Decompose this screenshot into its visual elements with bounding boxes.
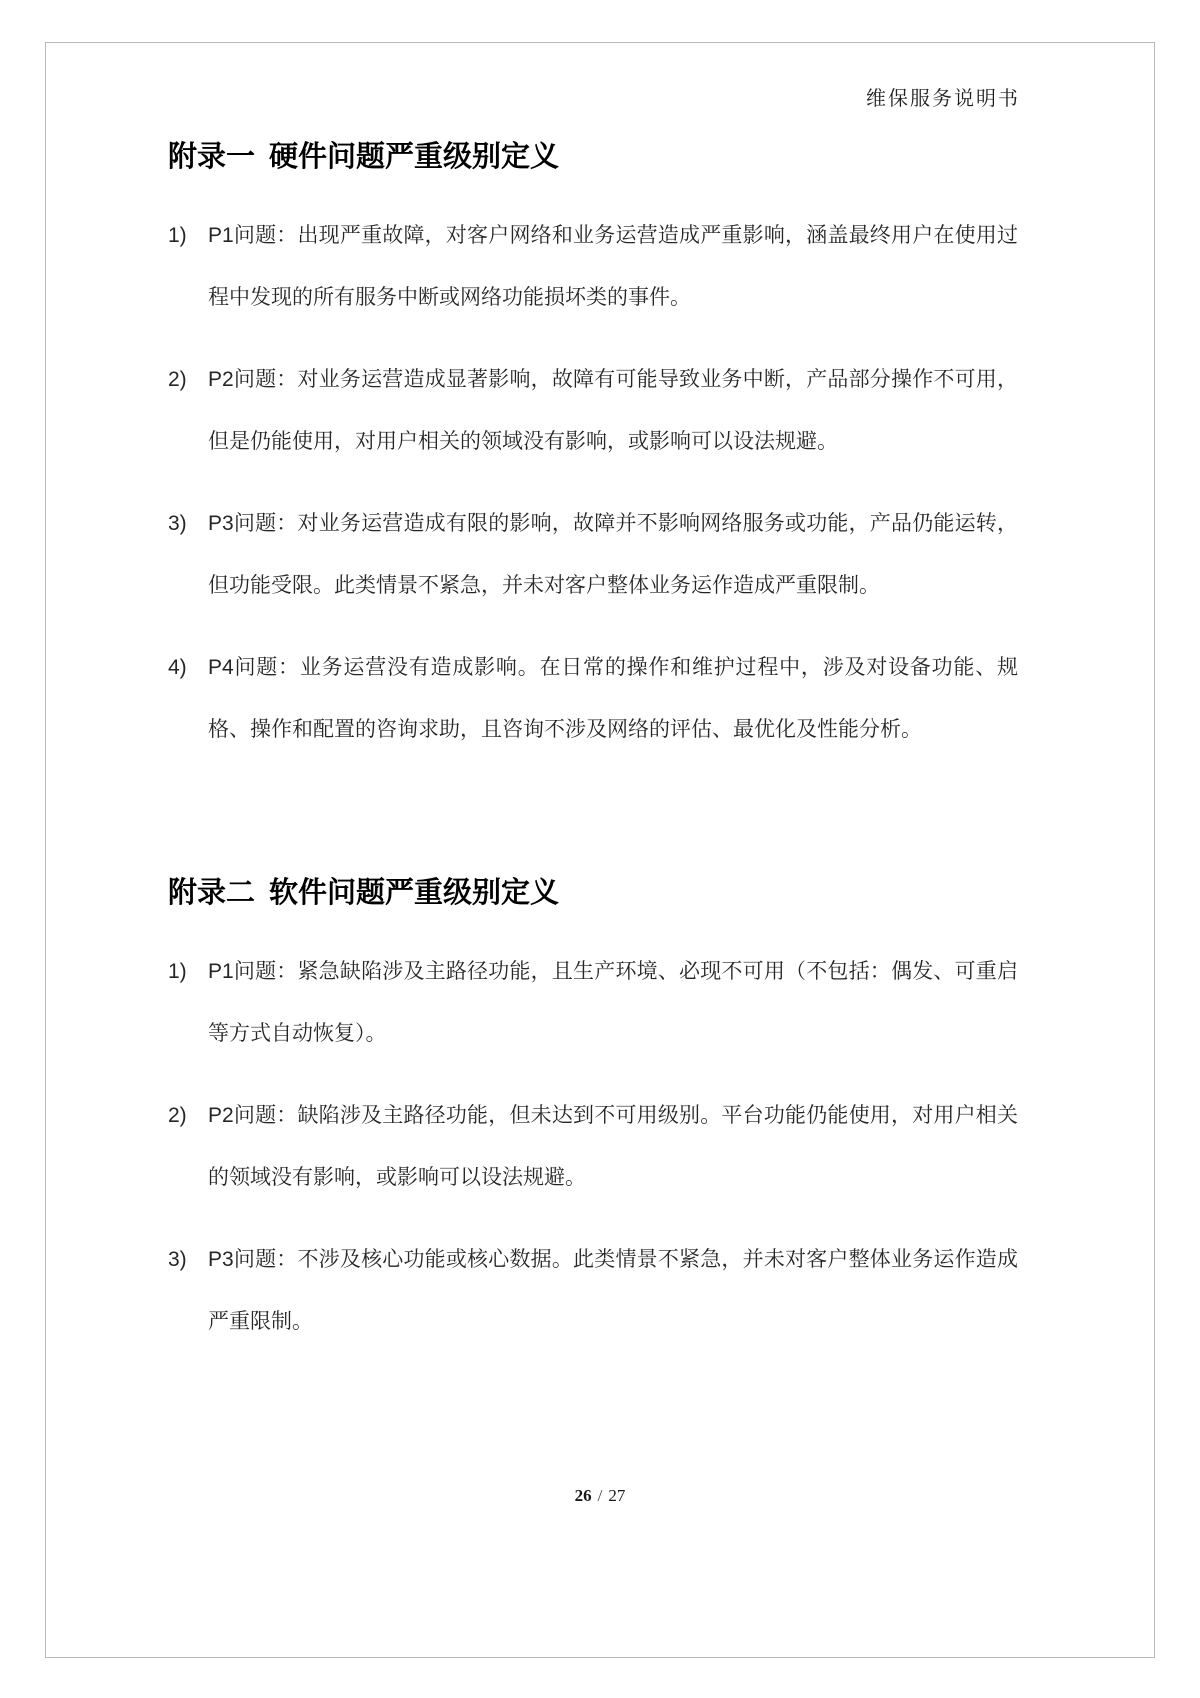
item-text: P4问题：业务运营没有造成影响。在日常的操作和维护过程中，涉及对设备功能、规格、操作和配置的咨询求助，且咨询不涉及网络的评估、最优化及性能分析。	[208, 655, 1018, 741]
item-number: 3)	[168, 511, 187, 535]
page-footer	[0, 1486, 1200, 1506]
severity-list	[168, 205, 1018, 761]
item-number: 1)	[168, 959, 187, 983]
item-text: P3问题：不涉及核心功能或核心数据。此类情景不紧急，并未对客户整体业务运作造成严重限制。	[208, 1247, 1018, 1333]
section-title-prefix: 附录二	[168, 876, 256, 909]
item-text: P1问题：出现严重故障，对客户网络和业务运营造成严重影响，涵盖最终用户在使用过程中发现的所有服务中断或网络功能损坏类的事件。	[208, 223, 1018, 309]
item-text: P1问题：紧急缺陷涉及主路径功能，且生产环境、必现不可用（不包括：偶发、可重启等方式自动恢复）。	[208, 959, 1018, 1045]
section-title	[168, 140, 1018, 175]
item-number: 3)	[168, 1247, 187, 1271]
item-text: P2问题：对业务运营造成显著影响，故障有可能导致业务中断，产品部分操作不可用，但是仍能使用，对用户相关的领域没有影响，或影响可以设法规避。	[208, 367, 1018, 453]
list-item	[168, 349, 1018, 473]
severity-list	[168, 941, 1018, 1353]
document-header-title: 维保服务说明书	[866, 88, 1020, 110]
item-number: 4)	[168, 655, 187, 679]
section-title	[168, 876, 1018, 911]
page-content	[168, 140, 1018, 1373]
list-item	[168, 1085, 1018, 1209]
section-title-text: 软件问题严重级别定义	[269, 876, 560, 909]
page-number-separator: /	[597, 1486, 603, 1505]
list-item	[168, 637, 1018, 761]
section-hardware-severity	[168, 140, 1018, 761]
list-item	[168, 941, 1018, 1065]
item-number: 2)	[168, 1103, 187, 1127]
page-number-current: 26	[574, 1486, 592, 1505]
item-number: 1)	[168, 223, 187, 247]
list-item	[168, 205, 1018, 329]
item-text: P2问题：缺陷涉及主路径功能，但未达到不可用级别。平台功能仍能使用，对用户相关的领域没有影响，或影响可以设法规避。	[208, 1103, 1018, 1189]
list-item	[168, 493, 1018, 617]
section-software-severity	[168, 876, 1018, 1353]
item-text: P3问题：对业务运营造成有限的影响，故障并不影响网络服务或功能，产品仍能运转，但功能受限。此类情景不紧急，并未对客户整体业务运作造成严重限制。	[208, 511, 1018, 597]
list-item	[168, 1229, 1018, 1353]
page-number-total: 27	[608, 1486, 626, 1505]
item-number: 2)	[168, 367, 187, 391]
section-title-prefix: 附录一	[168, 141, 256, 173]
section-title-text: 硬件问题严重级别定义	[269, 141, 560, 173]
